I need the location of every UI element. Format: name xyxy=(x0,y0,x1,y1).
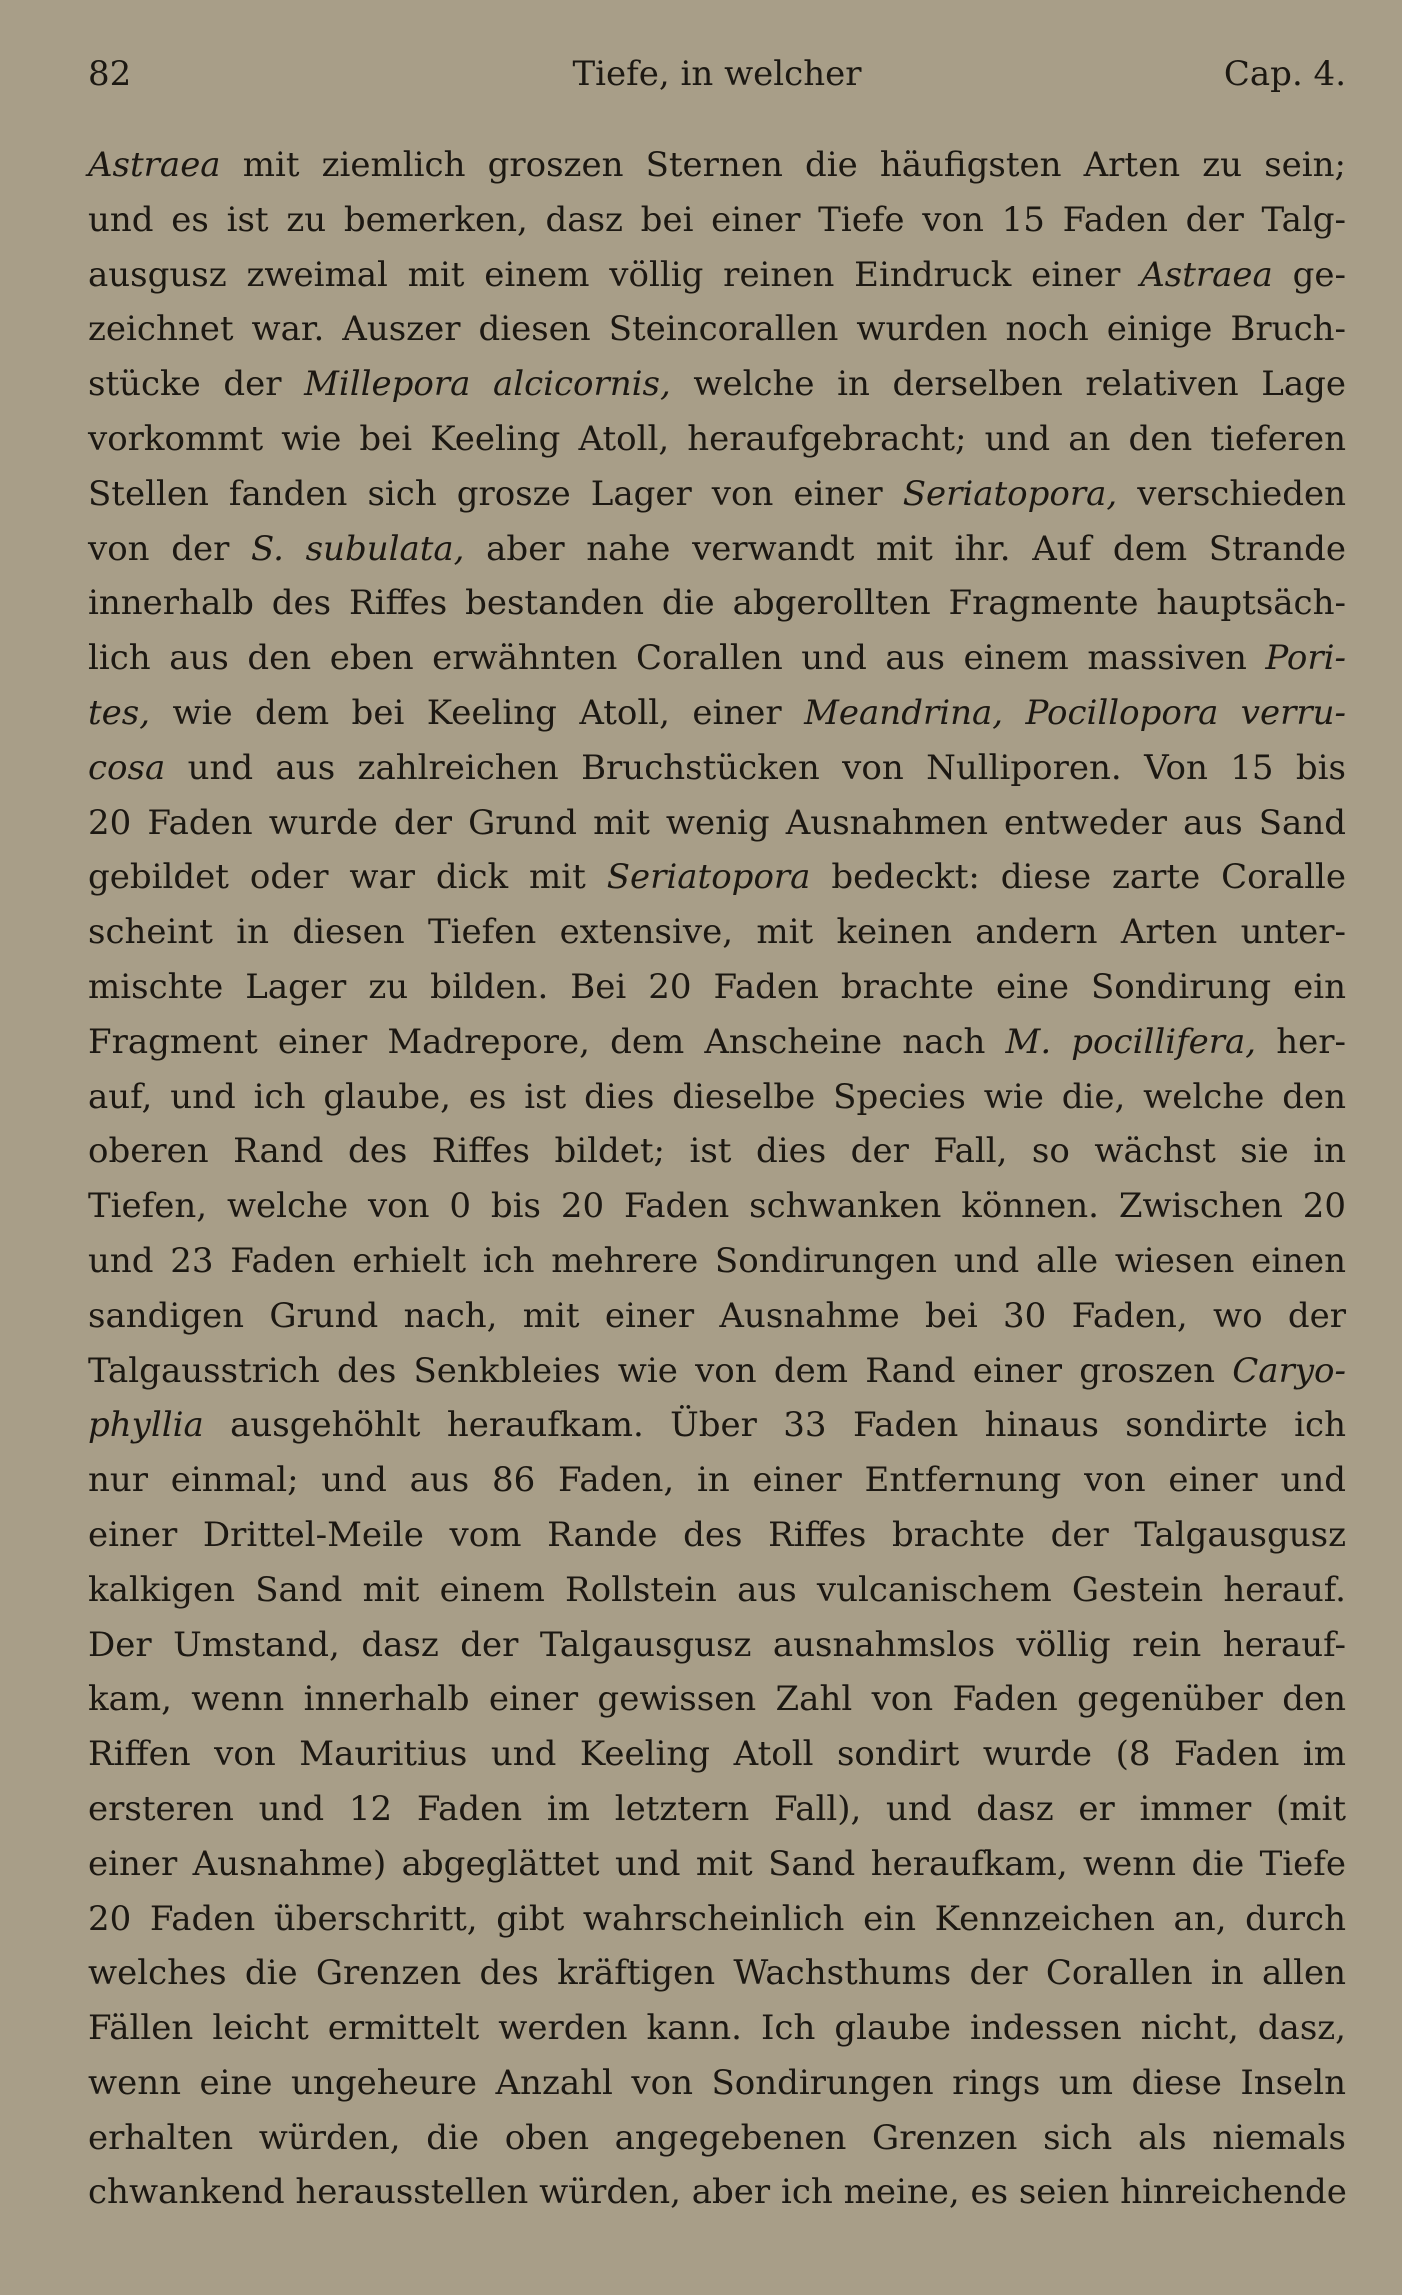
text-line xyxy=(88,741,1346,796)
text-line xyxy=(88,357,1346,412)
text-run: Tiefen, welche von 0 bis 20 Faden schwanken können. Zwischen 20 xyxy=(88,1186,1346,1227)
text-line xyxy=(88,960,1346,1015)
italic-term: cosa xyxy=(88,747,166,788)
text-line xyxy=(88,1344,1346,1399)
text-run: nur einmal; und aus 86 Faden, in einer Entfernung von einer und xyxy=(88,1460,1346,1501)
text-line xyxy=(88,1398,1346,1453)
body-text xyxy=(88,138,1346,2220)
text-line xyxy=(88,1179,1346,1234)
italic-term: Seriatopora xyxy=(606,857,811,898)
text-line xyxy=(88,1782,1346,1837)
text-line xyxy=(88,1289,1346,1344)
text-run: oberen Rand des Riffes bildet; ist dies der Fall, so wächst sie in xyxy=(88,1131,1346,1172)
text-run: einer Drittel-Meile vom Rande des Riffes brachte der Talgausgusz xyxy=(88,1514,1346,1555)
running-header xyxy=(88,52,1346,96)
italic-term: phyllia xyxy=(88,1405,204,1446)
text-line xyxy=(88,302,1346,357)
text-run: 20 Faden wurde der Grund mit wenig Ausnahmen entweder aus Sand xyxy=(88,802,1346,843)
text-line xyxy=(88,1234,1346,1289)
text-run: Der Umstand, dasz der Talgausgusz ausnahmslos völlig rein herauf- xyxy=(88,1624,1346,1665)
text-run: auf, und ich glaube, es ist dies dieselbe Species wie die, welche den xyxy=(88,1076,1346,1117)
text-line xyxy=(88,2056,1346,2111)
text-run: zeichnet war. Auszer diesen Steincorallen wurden noch einige Bruch- xyxy=(88,309,1346,350)
text-line xyxy=(88,522,1346,577)
italic-term: Meandrina, Pocillopora verru- xyxy=(804,692,1347,733)
text-line xyxy=(88,850,1346,905)
text-run: Talgausstrich des Senkbleies wie von dem Rand einer groszen xyxy=(88,1350,1233,1391)
text-run: welche in derselben relativen Lage xyxy=(670,364,1346,405)
page-number: 82 xyxy=(88,54,132,94)
text-line xyxy=(88,138,1346,193)
text-run: welches die Grenzen des kräftigen Wachsthums der Corallen in allen xyxy=(88,1953,1346,1994)
text-run: und es ist zu bemerken, dasz bei einer Tiefe von 15 Faden der Talg- xyxy=(88,199,1346,240)
text-line xyxy=(88,1837,1346,1892)
italic-term: tes, xyxy=(88,692,151,733)
text-run: ge- xyxy=(1272,254,1346,295)
text-run: ersteren und 12 Faden im letztern Fall), und dasz er immer (mit xyxy=(88,1788,1346,1829)
text-run: einer Ausnahme) abgeglättet und mit Sand heraufkam, wenn die Tiefe xyxy=(88,1843,1346,1884)
text-run: ausgehöhlt heraufkam. Über 33 Faden hinaus sondirte ich xyxy=(203,1405,1346,1446)
text-line xyxy=(88,2111,1346,2166)
text-line xyxy=(88,686,1346,741)
italic-term: Astraea xyxy=(1140,254,1273,295)
text-line xyxy=(88,576,1346,631)
text-run: chwankend herausstellen würden, aber ich meine, es seien hinreichende xyxy=(88,2172,1347,2213)
text-run: kam, wenn innerhalb einer gewissen Zahl von Faden gegenüber den xyxy=(88,1679,1346,1720)
text-line xyxy=(88,1070,1346,1125)
text-run: 20 Faden überschritt, gibt wahrscheinlich ein Kennzeichen an, durch xyxy=(88,1898,1346,1939)
text-run: kalkigen Sand mit einem Rollstein aus vulcanischem Gestein herauf. xyxy=(88,1569,1346,1610)
text-run: innerhalb des Riffes bestanden die abgerollten Fragmente hauptsäch- xyxy=(88,583,1346,624)
text-run: lich aus den eben erwähnten Corallen und aus einem massiven xyxy=(88,638,1266,679)
text-line xyxy=(88,1508,1346,1563)
text-line xyxy=(88,796,1346,851)
text-line xyxy=(88,1727,1346,1782)
text-run: scheint in diesen Tiefen extensive, mit keinen andern Arten unter- xyxy=(88,912,1346,953)
text-line xyxy=(88,1618,1346,1673)
text-line xyxy=(88,2001,1346,2056)
text-line xyxy=(88,1946,1346,2001)
italic-term: Caryo- xyxy=(1232,1350,1346,1391)
text-line xyxy=(88,1563,1346,1618)
text-line xyxy=(88,1015,1346,1070)
text-line xyxy=(88,1672,1346,1727)
text-run: ausgusz zweimal mit einem völlig reinen Eindruck einer xyxy=(88,254,1141,295)
text-run: Fällen leicht ermittelt werden kann. Ich glaube indessen nicht, dasz, xyxy=(88,2008,1346,2049)
text-line xyxy=(88,412,1346,467)
italic-term: S. subulata, xyxy=(251,528,465,569)
text-run: wenn eine ungeheure Anzahl von Sondirungen rings um diese Inseln xyxy=(88,2062,1346,2103)
text-line xyxy=(88,1124,1346,1179)
text-run: verschieden xyxy=(1117,473,1347,514)
text-run: wie dem bei Keeling Atoll, einer xyxy=(150,692,805,733)
text-run: mit ziemlich groszen Sternen die häufigsten Arten zu sein; xyxy=(220,145,1346,185)
text-run: von der xyxy=(88,528,252,569)
text-run: gebildet oder war dick mit xyxy=(88,857,607,898)
running-title: Tiefe, in welcher xyxy=(572,54,862,94)
text-run: Fragment einer Madrepore, dem Anscheine nach xyxy=(88,1021,1006,1062)
text-run: bedeckt: diese zarte Coralle xyxy=(810,857,1346,898)
text-run: Riffen von Mauritius und Keeling Atoll sondirt wurde (8 Faden im xyxy=(88,1734,1346,1775)
text-line xyxy=(88,467,1346,522)
text-line xyxy=(88,905,1346,960)
text-run: und 23 Faden erhielt ich mehrere Sondirungen und alle wiesen einen xyxy=(88,1240,1346,1281)
text-run: vorkommt wie bei Keeling Atoll, heraufgebracht; und an den tieferen xyxy=(88,418,1346,459)
italic-term: Astraea xyxy=(88,145,221,185)
italic-term: Pori- xyxy=(1265,638,1346,679)
text-run: her- xyxy=(1256,1021,1346,1062)
text-line xyxy=(88,2165,1346,2220)
chapter-label: Cap. 4. xyxy=(1223,54,1346,94)
text-line xyxy=(88,248,1346,303)
italic-term: Millepora alcicornis, xyxy=(304,364,671,405)
text-run: sandigen Grund nach, mit einer Ausnahme bei 30 Faden, wo der xyxy=(88,1295,1346,1336)
text-run: aber nahe verwandt mit ihr. Auf dem Strande xyxy=(464,528,1346,569)
text-run: erhalten würden, die oben angegebenen Grenzen sich als niemals xyxy=(88,2117,1346,2158)
italic-term: M. pocillifera, xyxy=(1005,1021,1257,1062)
text-run: mischte Lager zu bilden. Bei 20 Faden brachte eine Sondirung ein xyxy=(88,966,1346,1007)
italic-term: Seriatopora, xyxy=(902,473,1118,514)
text-line xyxy=(88,1453,1346,1508)
text-run: und aus zahlreichen Bruchstücken von Nulliporen. Von 15 bis xyxy=(165,747,1346,788)
text-line xyxy=(88,1892,1346,1947)
text-run: Stellen fanden sich grosze Lager von einer xyxy=(88,473,903,514)
text-run: stücke der xyxy=(88,364,305,405)
text-line xyxy=(88,193,1346,248)
text-line xyxy=(88,631,1346,686)
